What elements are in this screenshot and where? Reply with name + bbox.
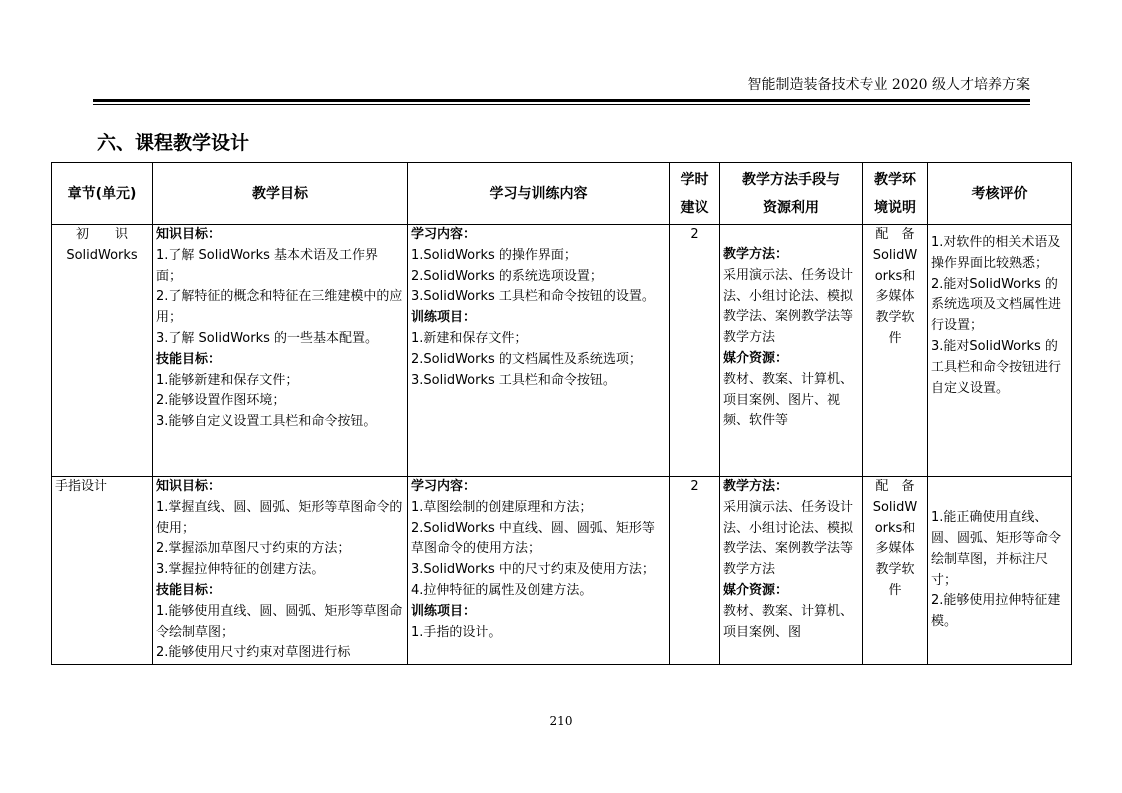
env-line: SolidW	[872, 499, 918, 515]
env-line: 多媒体	[875, 289, 915, 305]
assessment-cell	[928, 225, 1072, 477]
skill-item: 3.能够自定义设置工具栏和命令按钮。	[156, 414, 377, 430]
train-item: 2.SolidWorks 的文档属性及系统选项；	[411, 351, 642, 367]
knowledge-item: 3.了解 SolidWorks 的一些基本配置。	[156, 330, 379, 346]
study-item: 3.SolidWorks 工具栏和命令按钮的设置。	[411, 289, 655, 305]
table-header-row	[52, 163, 1072, 225]
env-line: orks和	[874, 268, 916, 284]
train-item: 3.SolidWorks 工具栏和命令按钮。	[411, 372, 616, 388]
env-line: 件	[888, 330, 902, 346]
header-hours-line2: 建议	[680, 199, 709, 216]
header-hours-line1: 学时	[680, 171, 709, 188]
header-hours	[670, 163, 720, 225]
method-heading: 教学方法：	[723, 247, 789, 262]
header-methods-line2: 资源利用	[763, 199, 819, 216]
assessment-item: 1.对软件的相关术语及操作界面比较熟悉；	[931, 235, 1061, 271]
media-text: 教材、教案、计算机、项目案例、图	[723, 603, 854, 640]
header-environment	[863, 163, 928, 225]
chapter-line2: SolidWorks	[66, 247, 138, 263]
train-heading: 训练项目：	[411, 603, 477, 619]
env-line: 件	[888, 582, 902, 598]
method-text: 采用演示法、任务设计法、小组讨论法、模拟教学法、案例教学法等教学方法	[723, 499, 854, 578]
hours-cell: 2	[670, 477, 720, 665]
env-line: 多媒体	[875, 541, 915, 557]
table-row	[52, 477, 1072, 665]
assessment-item: 1.能正确使用直线、圆、圆弧、矩形等命令绘制草图，并标注尺寸；	[931, 510, 1062, 588]
methods-cell	[720, 225, 863, 477]
knowledge-item: 1.了解 SolidWorks 基本术语及工作界面；	[156, 247, 379, 284]
skill-item: 1.能够使用直线、圆、圆弧、矩形等草图命令绘制草图；	[156, 603, 403, 640]
knowledge-item: 2.掌握添加草图尺寸约束的方法；	[156, 541, 351, 557]
train-item: 1.手指的设计。	[411, 624, 502, 640]
study-item: 2.SolidWorks 的系统选项设置；	[411, 268, 603, 284]
study-item: 3.SolidWorks 中的尺寸约束及使用方法；	[411, 562, 655, 578]
assessment-item: 3.能对SolidWorks 的工具栏和命令按钮进行自定义设置。	[931, 338, 1062, 396]
environment-cell	[863, 477, 928, 665]
media-text: 教材、教案、计算机、项目案例、图片、视频、软件等	[723, 371, 854, 429]
header-chapter: 章节(单元)	[52, 163, 153, 225]
header-goals: 教学目标	[153, 163, 408, 225]
running-header: 智能制造装备技术专业 2020 级人才培养方案	[747, 77, 1030, 93]
header-content: 学习与训练内容	[408, 163, 670, 225]
course-design-table	[51, 162, 1072, 665]
env-line: 配 备	[875, 479, 915, 494]
skill-item: 1.能够新建和保存文件；	[156, 372, 299, 388]
skill-item: 2.能够设置作图环境；	[156, 393, 286, 409]
assessment-cell	[928, 477, 1072, 665]
assessment-item: 2.能够使用拉伸特征建模。	[931, 593, 1061, 630]
content-cell	[408, 225, 670, 477]
media-heading: 媒介资源：	[723, 582, 789, 598]
header-methods-line1: 教学方法手段与	[742, 171, 840, 188]
goals-cell	[153, 477, 408, 665]
knowledge-item: 2.了解特征的概念和特征在三维建模中的应用；	[156, 289, 403, 326]
header-env-line2: 境说明	[874, 199, 916, 216]
env-line: 教学软	[875, 310, 915, 326]
knowledge-heading: 知识目标：	[156, 227, 222, 242]
study-item: 1.草图绘制的创建原理和方法；	[411, 499, 593, 515]
skill-heading: 技能目标：	[156, 582, 222, 598]
chapter-line1: 初 识	[75, 227, 128, 242]
study-heading: 学习内容：	[411, 479, 477, 494]
header-methods	[720, 163, 863, 225]
study-item: 2.SolidWorks 中直线、圆、圆弧、矩形等草图命令的使用方法；	[411, 520, 655, 557]
header-rule-thick	[93, 99, 1030, 102]
study-heading: 学习内容：	[411, 227, 477, 242]
assessment-item: 2.能对SolidWorks 的系统选项及文档属性进行设置；	[931, 276, 1062, 334]
env-line: 配 备	[875, 227, 915, 242]
env-line: 教学软	[875, 562, 915, 578]
knowledge-item: 3.掌握拉伸特征的创建方法。	[156, 562, 325, 578]
method-heading: 教学方法：	[723, 479, 789, 494]
table-row	[52, 225, 1072, 477]
skill-heading: 技能目标：	[156, 351, 222, 367]
study-item: 1.SolidWorks 的操作界面；	[411, 247, 577, 263]
content-cell	[408, 477, 670, 665]
chapter-cell	[52, 225, 153, 477]
train-heading: 训练项目：	[411, 310, 477, 326]
media-heading: 媒介资源：	[723, 350, 789, 366]
knowledge-heading: 知识目标：	[156, 479, 222, 494]
train-item: 1.新建和保存文件；	[411, 330, 528, 346]
env-line: SolidW	[872, 247, 918, 263]
chapter-line1: 手指设计	[55, 479, 108, 494]
header-env-line1: 教学环	[874, 171, 916, 188]
page-number: 210	[549, 714, 573, 728]
goals-cell	[153, 225, 408, 477]
header-assessment: 考核评价	[928, 163, 1072, 225]
header-rule-thin	[93, 104, 1030, 105]
method-text: 采用演示法、任务设计法、小组讨论法、模拟教学法、案例教学法等教学方法	[723, 267, 854, 346]
env-line: orks和	[874, 520, 916, 536]
environment-cell	[863, 225, 928, 477]
study-item: 4.拉伸特征的属性及创建方法。	[411, 582, 593, 598]
knowledge-item: 1.掌握直线、圆、圆弧、矩形等草图命令的使用；	[156, 499, 403, 536]
methods-cell	[720, 477, 863, 665]
skill-item: 2.能够使用尺寸约束对草图进行标	[156, 645, 351, 661]
hours-cell: 2	[670, 225, 720, 477]
chapter-cell	[52, 477, 153, 665]
section-title: 六、课程教学设计	[97, 132, 250, 154]
